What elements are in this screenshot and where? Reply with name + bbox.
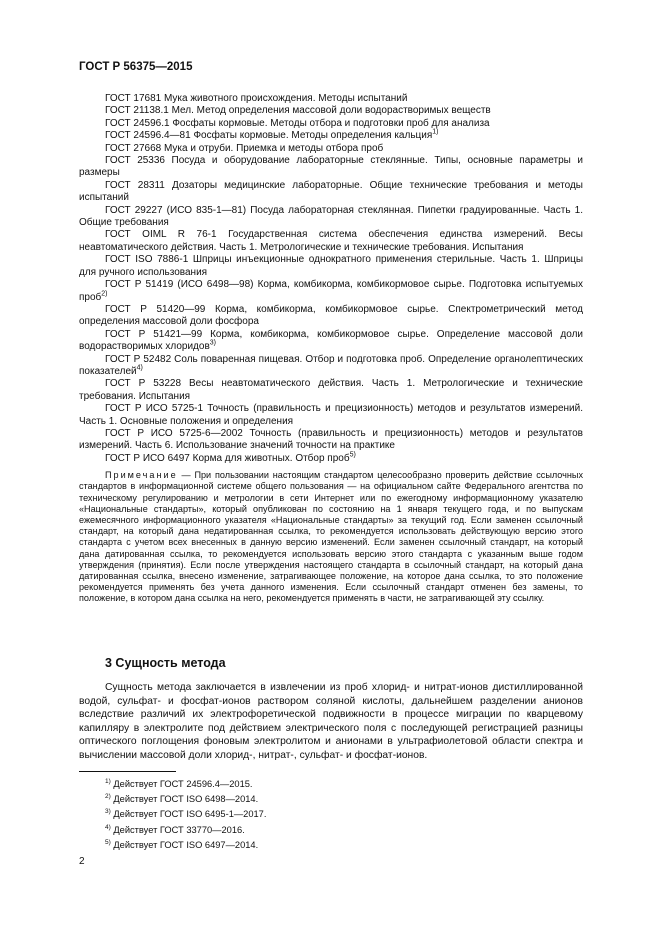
reference-item: ГОСТ Р 51419 (ИСО 6498—98) Корма, комбикорма, комбикормовое сырье. Подготовка испытуемых проб$^{2)}$ [79, 279, 583, 303]
note-text: — При пользовании настоящим стандартом целесообразно проверить действие ссылочных стандартов в информационной системе общего пользования — на официальном сайте Федерального агентства по техническому регулированию и метрологии в сети Интернет или по ежегодному информационному указателю «Национальные стандарты», который опубликован по состоянию на 1 января текущего года, и по выпускам ежемесячного информационного указателя «Национальные стандарты» за текущий год. Если заменен ссылочный стандарт, на который дана недатированная ссылка, то рекомендуется использовать действующую версию этого стандарта с учетом всех внесенных в данную версию изменений. Если заменен ссылочный стандарт, на который дана датированная ссылка, то рекомендуется использовать версию этого стандарта с указанным выше годом утверждения (принятия). Если после утверждения настоящего стандарта в ссылочный стандарт, на который дана датированная ссылка, внесено изменение, затрагивающее положение, на которое дана ссылка, то это положение рекомендуется применять без учета данного изменения. Если ссылочный стандарт отменен без замены, то положение, в котором дана ссылка на него, рекомендуется применять в части, не затрагивающей эту ссылку. [79, 470, 583, 604]
footnote-ref: 3) [209, 339, 216, 347]
footnote-ref: 5) [349, 451, 356, 459]
footnote-ref: 1) [432, 128, 439, 136]
footnote: $^{4)}$ Действует ГОСТ 33770—2016. [105, 823, 245, 835]
normative-references-list [79, 93, 583, 605]
reference-item: ГОСТ 24596.4—81 Фосфаты кормовые. Методы определения кальция$^{1)}$ [105, 128, 439, 142]
footnote: $^{1)}$ Действует ГОСТ 24596.4—2015. [105, 777, 253, 789]
page-number: 2 [79, 856, 85, 867]
footnote: $^{5)}$ Действует ГОСТ ISO 6497—2014. [105, 838, 259, 850]
footnote: $^{3)}$ Действует ГОСТ ISO 6495-1—2017. [105, 808, 267, 820]
section-3-heading: 3 Сущность метода [105, 656, 226, 670]
reference-item: ГОСТ Р 53228 Весы неавтоматического действия. Часть 1. Метрологические и технические требования. Испытания [79, 378, 583, 402]
footnote-ref: 2) [101, 290, 108, 298]
reference-item: ГОСТ Р 51420—99 Корма, комбикорма, комбикормовое сырье. Спектрометрический метод определения массовой доли фосфора [79, 303, 583, 328]
footnote-divider [79, 771, 176, 772]
reference-item: ГОСТ OIML R 76-1 Государственная система обеспечения единства измерений. Весы неавтоматического действия. Часть 1. Метрологические и технические требования. Испытания [79, 229, 583, 253]
section-3-paragraph: Сущность метода заключается в извлечении из проб хлорид- и нитрат-ионов дистиллированной водой, сульфат- и фосфат-ионов раствором соляной кислоты, дальнейшем разделении анионов вследствие различий их электрофоретической подвижности в процессе миграции по кварцевому капилляру в электролите под действием электрического поля с последующей регистрацией разницы оптического поглощения фоновым электролитом и анионами в ультрафиолетовой области спектра и вычислении массовой доли хлорид-, нитрат-, сульфат- и фосфат-ионов. [79, 682, 583, 761]
reference-item: ГОСТ 28311 Дозаторы медицинские лабораторные. Общие технические требования и методы испытаний [79, 179, 583, 204]
reference-item: ГОСТ 25336 Посуда и оборудование лабораторные стеклянные. Типы, основные параметры и размеры [79, 155, 583, 179]
reference-item: ГОСТ Р ИСО 5725-1 Точность (правильность и прецизионность) методов и результатов измерений. Часть 1. Основные положения и определения [79, 403, 583, 427]
reference-item: ГОСТ 27668 Мука и отруби. Приемка и методы отбора проб [105, 142, 384, 154]
reference-item: ГОСТ Р 52482 Соль поваренная пищевая. Отбор и подготовка проб. Определение органолептических показателей$^{4)}$ [79, 353, 583, 377]
reference-item: ГОСТ Р ИСО 5725-6—2002 Точность (правильность и прецизионность) методов и результатов измерений. Часть 6. Использование значений точности на практике [79, 427, 583, 452]
reference-item: ГОСТ ISO 7886-1 Шприцы инъекционные однократного применения стерильные. Часть 1. Шприцы для ручного использования [79, 254, 583, 278]
reference-item: ГОСТ 29227 (ИСО 835-1—81) Посуда лабораторная стеклянная. Пипетки градуированные. Часть 1. Общие требования [79, 204, 583, 229]
references-note [79, 470, 583, 604]
note-label: Примечание [105, 470, 178, 481]
reference-item: ГОСТ Р ИСО 6497 Корма для животных. Отбор проб$^{5)}$ [105, 451, 356, 464]
reference-item: ГОСТ Р 51421—99 Корма, комбикорма, комбикормовое сырье. Определение массовой доли водорастворимых хлоридов$^{3)}$ [79, 328, 583, 353]
reference-item: ГОСТ 21138.1 Мел. Метод определения массовой доли водорастворимых веществ [105, 105, 491, 117]
footnotes [105, 777, 266, 853]
footnote: $^{2)}$ Действует ГОСТ ISO 6498—2014. [105, 793, 259, 805]
reference-item: ГОСТ 17681 Мука животного происхождения. Методы испытаний [105, 93, 408, 104]
document-code-header: ГОСТ Р 56375—2015 [79, 61, 193, 73]
reference-item: ГОСТ 24596.1 Фосфаты кормовые. Методы отбора и подготовки проб для анализа [105, 117, 490, 129]
footnote-ref: 4) [136, 364, 143, 372]
